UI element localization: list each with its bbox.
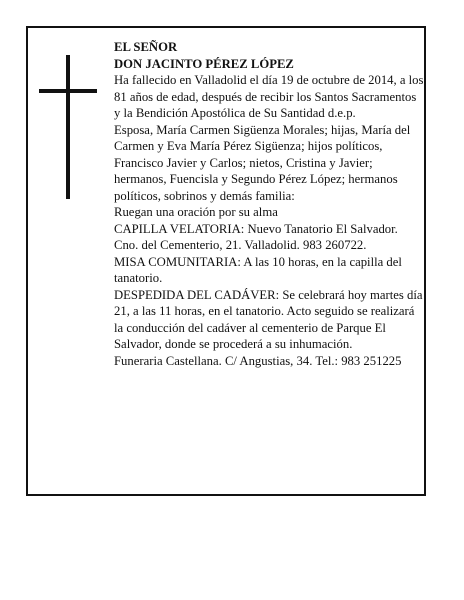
cross-icon [39, 55, 97, 199]
cross-horizontal-bar [39, 89, 97, 93]
farewell-info: DESPEDIDA DEL CADÁVER: Se celebrará hoy martes día 21, a las 11 horas, en el tanatorio. Acto seguido se realizará la conducción del cadáver al cementerio de Parque El Salvador, donde se procederá a su inhumación. [114, 287, 423, 351]
chapel-info: CAPILLA VELATORIA: Nuevo Tanatorio El Salvador. Cno. del Cementerio, 21. Valladolid. 983 260722. [114, 221, 398, 252]
death-announcement: Ha fallecido en Valladolid el día 19 de octubre de 2014, a los 81 años de edad, después de recibir los Santos Sacramentos y la Bendición Apostólica de Su Santidad d.e.p. [114, 73, 424, 120]
obituary-notice [26, 26, 426, 496]
funeral-home-info: Funeraria Castellana. C/ Angustias, 34. Tel.: 983 251225 [114, 353, 402, 368]
deceased-name: DON JACINTO PÉREZ LÓPEZ [114, 56, 294, 71]
notice-text [114, 39, 424, 369]
mass-info: MISA COMUNITARIA: A las 10 horas, en la capilla del tanatorio. [114, 254, 402, 285]
cross-vertical-bar [66, 55, 70, 199]
prayer-request: Ruegan una oración por su alma [114, 205, 278, 219]
header-title: EL SEÑOR [114, 40, 178, 54]
family-list: Esposa, María Carmen Sigüenza Morales; hijas, María del Carmen y Eva María Pérez Sigüenza; hijos políticos, Francisco Javier y Carlos; nietos, Cristina y Javier; hermanos, Fuencisla y Segundo Pérez López; hermanos políticos, sobrinos y demás familia: [114, 122, 411, 203]
